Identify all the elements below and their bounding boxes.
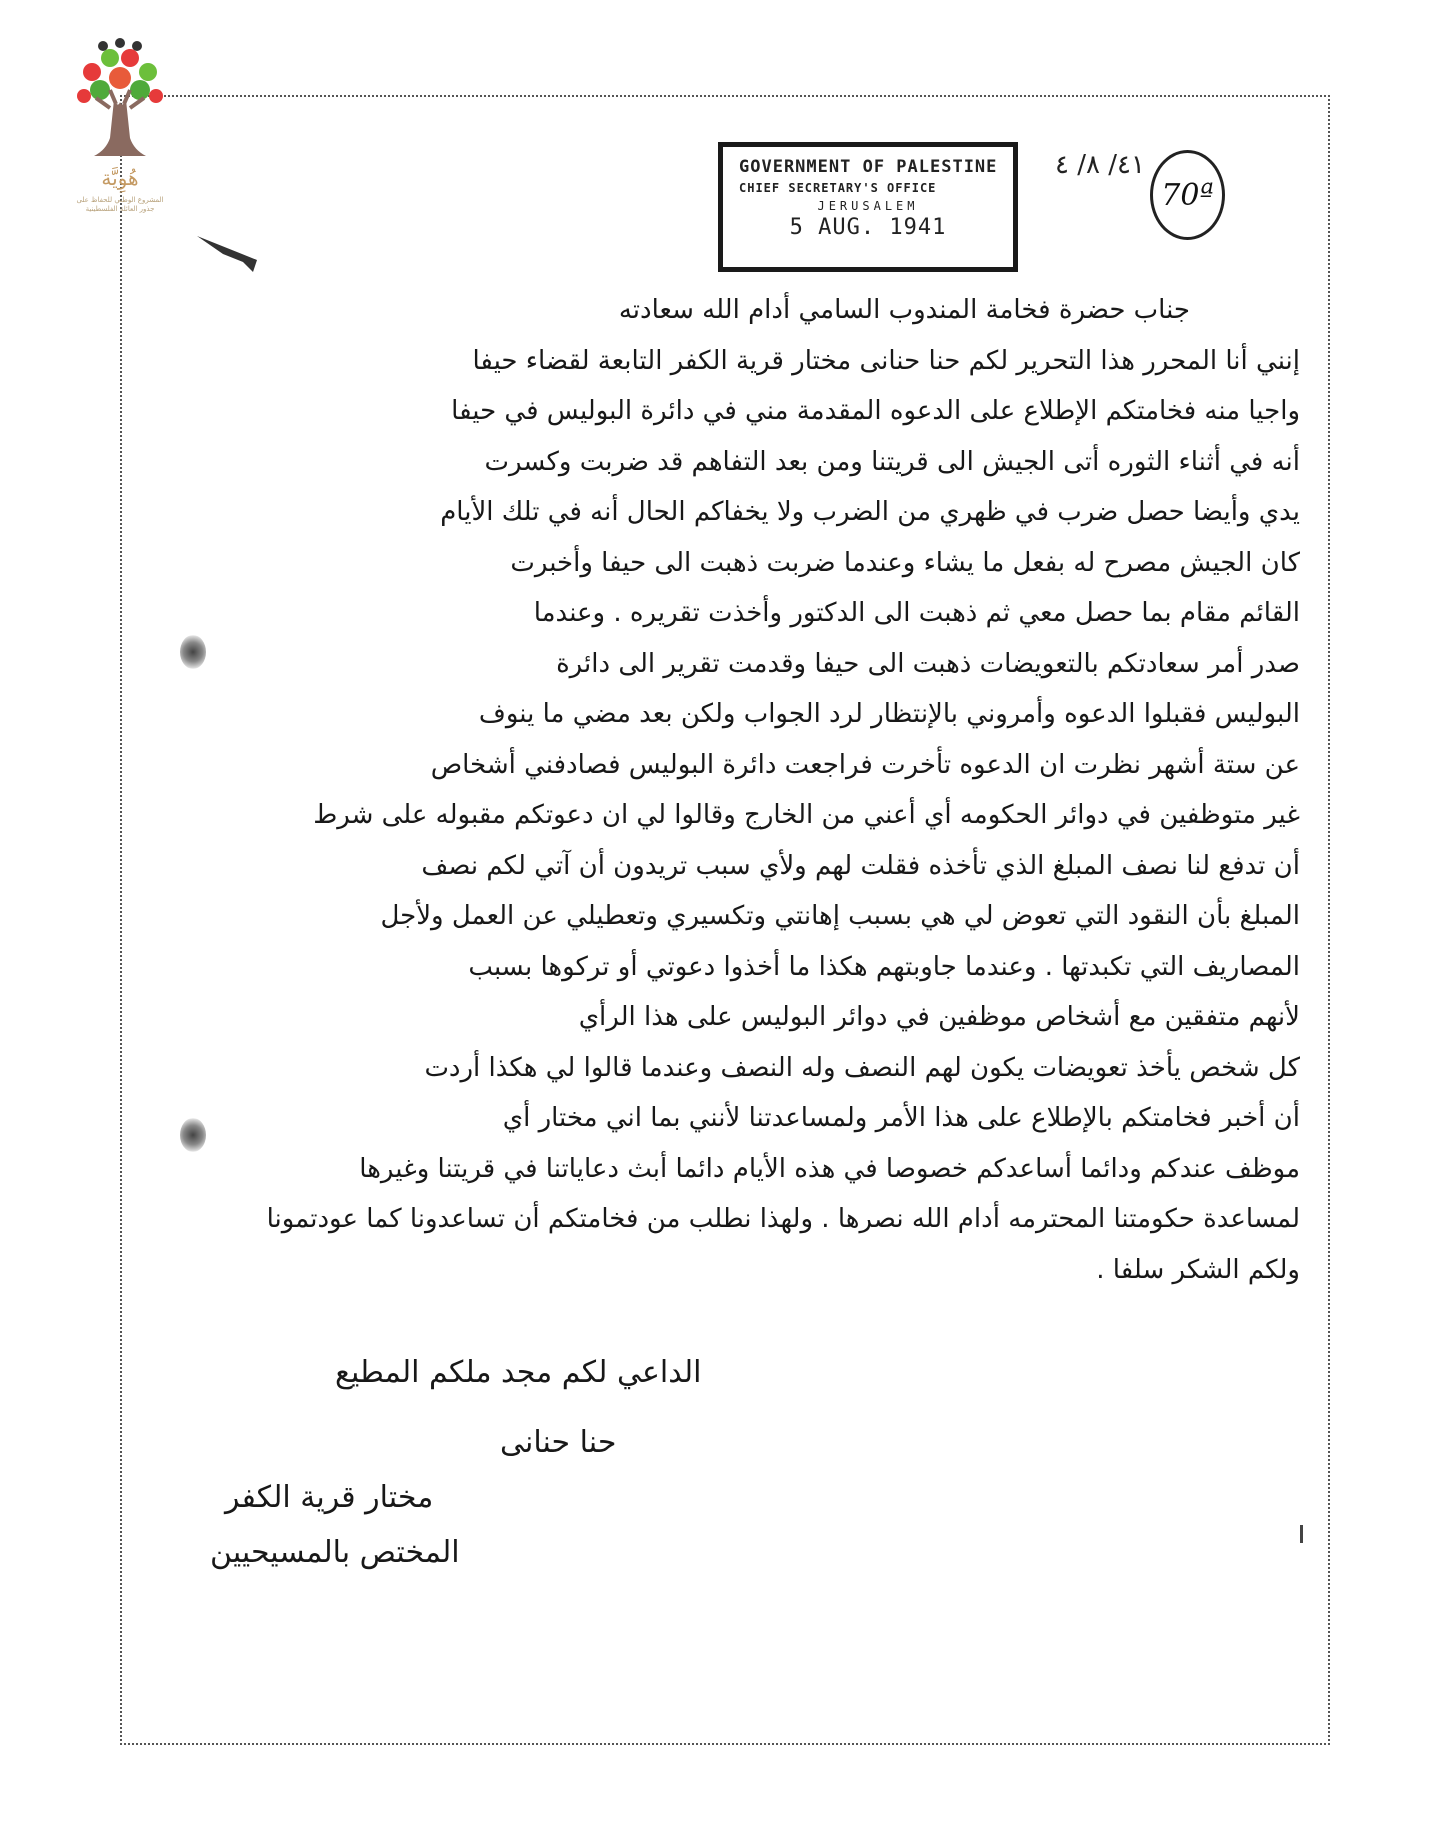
project-logo — [70, 38, 170, 213]
letter-line: غير متوظفين في دوائر الحكومه أي أعني من الخارج وقالوا لي ان دعوتكم مقبوله على شرط — [313, 800, 1300, 830]
sender-title: مختار قرية الكفر — [225, 1480, 434, 1515]
letter-line: المبلغ بأن النقود التي تعوض لي هي بسبب إهانتي وتكسيري وتعطيلي عن العمل ولأجل — [380, 901, 1300, 931]
family-tree-icon — [70, 38, 170, 168]
letter-line: واجيا منه فخامتكم الإطلاع على الدعوه المقدمة مني في دائرة البوليس في حيفا — [451, 396, 1300, 426]
letter-line: أنه في أثناء الثوره أتى الجيش الى قريتنا ومن بعد التفاهم قد ضربت وكسرت — [484, 446, 1300, 477]
letter-line: إنني أنا المحرر هذا التحرير لكم حنا حنانى مختار قرية الكفر التابعة لقضاء حيفا — [472, 345, 1300, 376]
letter-line: لمساعدة حكومتنا المحترمه أدام الله نصرها . ولهذا نطلب من فخامتكم أن تساعدونا كما عودتمونا — [266, 1204, 1300, 1234]
letter-line: يدي وأيضا حصل ضرب في ظهري من الضرب ولا يخفاكم الحال أنه في تلك الأيام — [440, 497, 1300, 527]
letter-line: كان الجيش مصرح له بفعل ما يشاء وعندما ضربت ذهبت الى حيفا وأخبرت — [510, 547, 1300, 578]
margin-tick — [1300, 1525, 1303, 1543]
logo-caption: المشروع الوطني للحفاظ على جذور العائلة الفلسطينية — [76, 196, 164, 213]
binding-mark — [195, 232, 265, 277]
reference-number: ٤١/ ٨/ ٤ — [1055, 150, 1145, 180]
letter-line: أن أخبر فخامتكم بالإطلاع على هذا الأمر ولمساعدتنا لأنني بما اني مختار أي — [502, 1103, 1300, 1133]
stamp-line-city: JERUSALEM — [817, 199, 919, 213]
punch-hole-top — [180, 635, 206, 669]
letter-body — [250, 285, 1300, 1295]
stamp-line-office: CHIEF SECRETARY'S OFFICE — [739, 181, 937, 195]
salutation: جناب حضرة فخامة المندوب السامي أدام الله سعادته — [618, 295, 1190, 325]
letter-line: ولكم الشكر سلفا . — [1096, 1254, 1300, 1285]
folio-number: 70ª — [1150, 150, 1225, 240]
letter-line: عن ستة أشهر نظرت ان الدعوه تأخرت فراجعت دائرة البوليس فصادفني أشخاص — [430, 749, 1300, 780]
letter-line: موظف عندكم ودائما أساعدكم خصوصا في هذه الأيام دائما أبث دعاياتنا في قريتنا وغيرها — [359, 1153, 1300, 1184]
letter-line: أن تدفع لنا نصف المبلغ الذي تأخذه فقلت لهم ولأي سبب تريدون أن آتي لكم نصف — [421, 850, 1300, 881]
punch-hole-bottom — [180, 1118, 206, 1152]
letter-line: كل شخص يأخذ تعويضات يكون لهم النصف وله النصف وعندما قالوا لي هكذا أردت — [424, 1052, 1300, 1083]
letter-line: البوليس فقبلوا الدعوه وأمروني بالإنتظار لرد الجواب ولكن بعد مضي ما ينوف — [478, 699, 1300, 729]
letter-line: القائم مقام بما حصل معي ثم ذهبت الى الدكتور وأخذت تقريره . وعندما — [533, 598, 1300, 628]
government-stamp — [718, 142, 1018, 272]
closing: الداعي لكم مجد ملكم المطيع — [335, 1355, 702, 1390]
letter-line: المصاريف التي تكبدتها . وعندما جاوبتهم هكذا ما أخذوا دعوتي أو تركوها بسبب — [468, 951, 1300, 982]
letter-line: لأنهم متفقين مع أشخاص موظفين في دوائر البوليس على هذا الرأي — [578, 1002, 1300, 1032]
letter-line: صدر أمر سعادتكم بالتعويضات ذهبت الى حيفا وقدمت تقرير الى دائرة — [556, 648, 1300, 679]
signature: حنا حنانى — [500, 1425, 617, 1460]
logo-name: هُوِيَّة — [101, 166, 139, 190]
sender-community: المختص بالمسيحيين — [210, 1535, 460, 1570]
stamp-line-government: GOVERNMENT OF PALESTINE — [739, 157, 998, 177]
stamp-line-date: 5 AUG. 1941 — [789, 215, 947, 240]
